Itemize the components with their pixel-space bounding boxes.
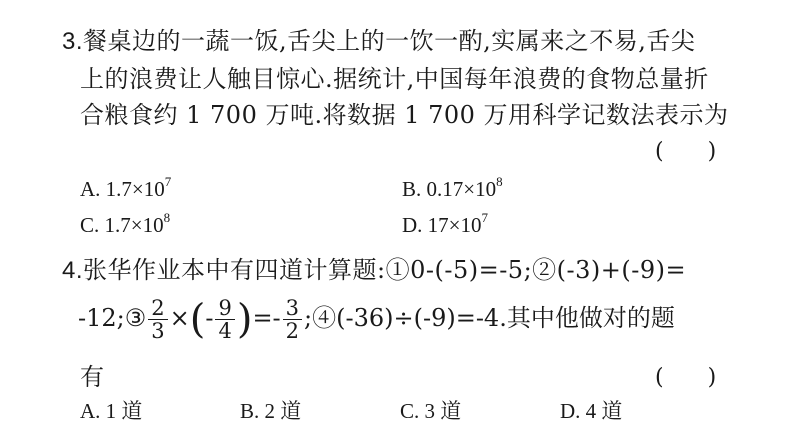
q3-option-c-exp: 8	[163, 210, 171, 225]
q4-line2-start: -12;③	[78, 304, 147, 332]
q4-text-3: 有	[80, 363, 105, 391]
q3-option-b[interactable]	[402, 176, 503, 202]
minus-sign: -	[205, 304, 214, 332]
fraction-numerator: 9	[215, 297, 234, 320]
q3-option-b-exp: 8	[496, 174, 503, 189]
q3-number: 3.	[62, 28, 84, 55]
q4-line-2	[78, 288, 675, 348]
left-paren: (	[189, 296, 206, 343]
fraction-3-2	[283, 297, 302, 342]
q4-line2-end: ;④(-36)÷(-9)=-4.其中他做对的题	[304, 304, 675, 332]
q3-option-d[interactable]	[402, 212, 488, 238]
fraction-denominator: 4	[218, 319, 232, 343]
fraction-9-4	[215, 297, 234, 342]
right-paren: )	[236, 296, 253, 343]
fraction-denominator: 3	[151, 319, 165, 343]
q4-text-1: 张华作业本中有四道计算题:①0-(-5)=-5;②(-3)+(-9)=	[83, 256, 687, 284]
q3-option-b-text: B. 0.17×10	[402, 177, 497, 201]
q4-option-b[interactable]: B. 2 道	[240, 399, 302, 423]
q3-text-3: 合粮食约 1 700 万吨.将数据 1 700 万用科学记数法表示为	[80, 101, 729, 129]
q4-number: 4.	[62, 257, 84, 284]
fraction-2-3	[148, 297, 167, 342]
q4-line-1	[62, 255, 686, 286]
fraction-numerator: 3	[283, 297, 302, 320]
q3-text-1: 餐桌边的一蔬一饭,舌尖上的一饮一酌,实属来之不易,舌尖	[83, 27, 696, 55]
q4-option-d[interactable]: D. 4 道	[560, 399, 623, 423]
q3-option-d-text: D. 17×10	[402, 213, 482, 237]
fraction-denominator: 2	[285, 319, 300, 343]
q3-text-2: 上的浪费让人触目惊心.据统计,中国每年浪费的食物总量折	[80, 65, 709, 93]
times-sign: ×	[169, 304, 190, 332]
q3-option-a[interactable]	[80, 176, 171, 202]
fraction-numerator: 2	[148, 297, 167, 320]
q3-option-c[interactable]	[80, 212, 170, 238]
q3-option-d-exp: 7	[481, 210, 489, 225]
q3-line-1	[62, 26, 695, 57]
q3-answer-paren[interactable]: ( )	[655, 139, 717, 164]
q3-option-a-text: A. 1.7×10	[80, 177, 165, 201]
q4-option-c[interactable]: C. 3 道	[400, 399, 462, 423]
equals-negative: =-	[252, 304, 281, 332]
q4-option-a[interactable]: A. 1 道	[80, 399, 143, 423]
q3-option-a-exp: 7	[164, 174, 172, 189]
q3-option-c-text: C. 1.7×10	[80, 213, 164, 237]
q4-answer-paren[interactable]: ( )	[655, 365, 717, 390]
